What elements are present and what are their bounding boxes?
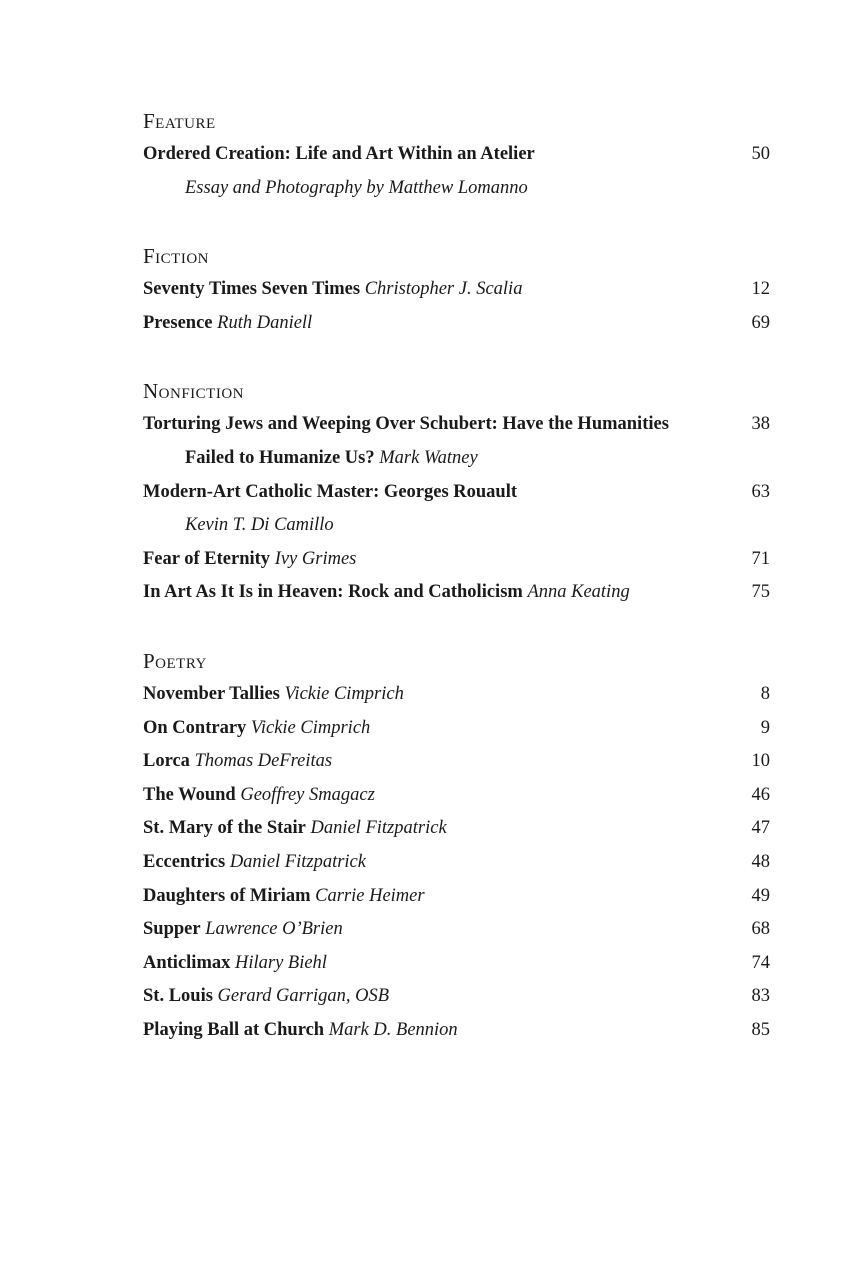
entry-author: Lawrence O’Brien — [205, 919, 343, 940]
toc-entry — [143, 576, 770, 610]
toc-entry — [143, 779, 770, 813]
toc-entry-continuation — [143, 172, 770, 206]
toc-entry — [143, 880, 770, 914]
entry-page-number: 71 — [751, 548, 770, 569]
section-nonfiction — [143, 374, 770, 610]
entry-title: Modern-Art Catholic Master: Georges Rouault — [143, 481, 518, 502]
toc-entry — [143, 408, 770, 442]
section-heading-feature: Feature — [143, 109, 216, 133]
entry-page-number: 50 — [751, 144, 770, 164]
section-feature — [143, 104, 770, 205]
entry-author: Kevin T. Di Camillo — [185, 515, 334, 536]
entry-page-number: 49 — [751, 885, 770, 906]
entry-page-number: 8 — [760, 683, 770, 704]
entry-page-number: 68 — [751, 919, 770, 940]
toc-entry — [143, 812, 770, 846]
toc-entry — [143, 543, 770, 577]
entry-title: Torturing Jews and Weeping Over Schubert: Have the Humanities — [143, 414, 669, 435]
entry-author: Christopher J. Scalia — [364, 279, 523, 300]
toc-entry-continuation — [143, 442, 770, 476]
entry-author: Geoffrey Smagacz — [240, 784, 375, 805]
entry-author: Ruth Daniell — [217, 312, 313, 333]
section-heading-poetry: Poetry — [143, 648, 207, 673]
entry-author: Daniel Fitzpatrick — [310, 818, 447, 839]
entry-author: Mark Watney — [379, 447, 478, 468]
toc-entry — [143, 913, 770, 947]
toc-entry — [143, 1014, 770, 1048]
entry-author: Mark D. Bennion — [328, 1019, 458, 1040]
entry-author: Daniel Fitzpatrick — [229, 851, 366, 872]
entry-page-number: 63 — [751, 481, 770, 502]
entry-author: Ivy Grimes — [274, 548, 357, 569]
entry-title: The Wound — [143, 784, 236, 805]
entry-page-number: 75 — [751, 582, 770, 603]
entry-page-number: 47 — [751, 818, 770, 839]
entry-title: Lorca — [143, 751, 190, 772]
entry-title-continued: Failed to Humanize Us? — [185, 447, 375, 468]
table-of-contents — [143, 104, 770, 1047]
entry-title: In Art As It Is in Heaven: Rock and Catholicism — [143, 582, 523, 603]
entry-author: Gerard Garrigan, OSB — [217, 986, 390, 1007]
entry-page-number: 9 — [760, 717, 770, 738]
entry-title: November Tallies — [143, 683, 280, 704]
entry-title: Presence — [143, 312, 213, 333]
toc-entry — [143, 138, 770, 172]
entry-page-number: 83 — [751, 986, 770, 1007]
entry-page-number: 74 — [751, 952, 770, 973]
entry-title: Fear of Eternity — [143, 548, 271, 569]
entry-page-number: 69 — [751, 312, 770, 333]
entry-title: Anticlimax — [143, 952, 231, 973]
toc-entry — [143, 678, 770, 712]
entry-page-number: 48 — [751, 851, 770, 872]
entry-page-number: 85 — [751, 1019, 770, 1040]
section-heading-nonfiction: Nonfiction — [143, 379, 244, 404]
entry-page-number: 12 — [751, 279, 770, 300]
toc-entry — [143, 307, 770, 341]
toc-entry — [143, 947, 770, 981]
entry-author: Vickie Cimprich — [284, 683, 404, 704]
entry-title: Ordered Creation: Life and Art Within an Atelier — [143, 144, 535, 164]
toc-entry — [143, 980, 770, 1014]
entry-author: Hilary Biehl — [234, 952, 327, 973]
toc-entry — [143, 745, 770, 779]
toc-entry — [143, 846, 770, 880]
entry-author: Anna Keating — [527, 582, 630, 603]
section-poetry — [143, 644, 770, 1048]
entry-title: St. Louis — [143, 986, 213, 1007]
entry-title: Supper — [143, 919, 201, 940]
section-heading-fiction: Fiction — [143, 244, 210, 269]
entry-title: Eccentrics — [143, 851, 226, 872]
entry-title: Seventy Times Seven Times — [143, 279, 361, 300]
section-fiction — [143, 239, 770, 340]
toc-entry-continuation — [143, 509, 770, 543]
entry-author: Carrie Heimer — [315, 885, 425, 906]
entry-title: On Contrary — [143, 717, 247, 738]
entry-author: Thomas DeFreitas — [194, 751, 333, 772]
entry-page-number: 46 — [751, 784, 770, 805]
entry-page-number: 38 — [751, 414, 770, 435]
toc-entry — [143, 712, 770, 746]
entry-title: St. Mary of the Stair — [143, 818, 306, 839]
entry-author: Vickie Cimprich — [250, 717, 371, 738]
entry-page-number: 10 — [751, 751, 770, 772]
entry-title: Daughters of Miriam — [143, 885, 311, 906]
entry-title: Playing Ball at Church — [143, 1019, 325, 1040]
toc-entry — [143, 273, 770, 307]
entry-byline: Essay and Photography by Matthew Lomanno — [185, 177, 528, 198]
toc-entry — [143, 476, 770, 510]
